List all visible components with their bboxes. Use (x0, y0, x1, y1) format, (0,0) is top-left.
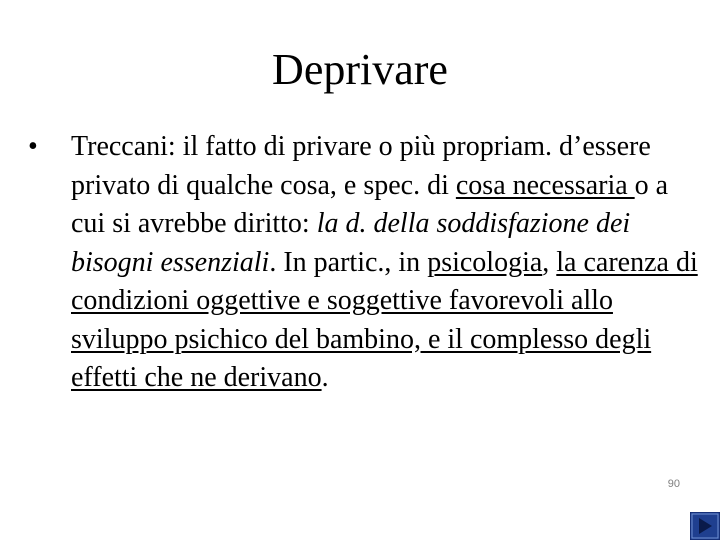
bullet-text-part: o a cui si avrebbe diritto: (71, 169, 669, 239)
bullet-text-part: Treccani: il fatto di privare o più propriam. d’essere privato di qualche cosa, e spec. di (71, 131, 651, 201)
next-slide-arrow-icon[interactable] (690, 512, 720, 540)
underlined-term-psicologia: psicologia (427, 246, 543, 278)
bullet-text (71, 128, 701, 398)
bullet-marker: • (28, 131, 38, 162)
bullet-text-part: . (321, 362, 329, 393)
bullet-text-part: , (542, 246, 557, 278)
slide-title: Deprivare (272, 45, 448, 94)
underlined-phrase-cosa-necessaria: cosa necessaria (455, 169, 635, 201)
italic-example: la d. della soddisfazione dei bisogni essenziali (71, 208, 631, 278)
underlined-definition: la carenza di condizioni oggettive e soggettive favorevoli allo sviluppo psichico del bambino, e il complesso degli effetti che ne derivano (71, 246, 698, 393)
bullet-text-part: . In partic., in (269, 246, 428, 278)
page-number: 90 (667, 478, 680, 490)
